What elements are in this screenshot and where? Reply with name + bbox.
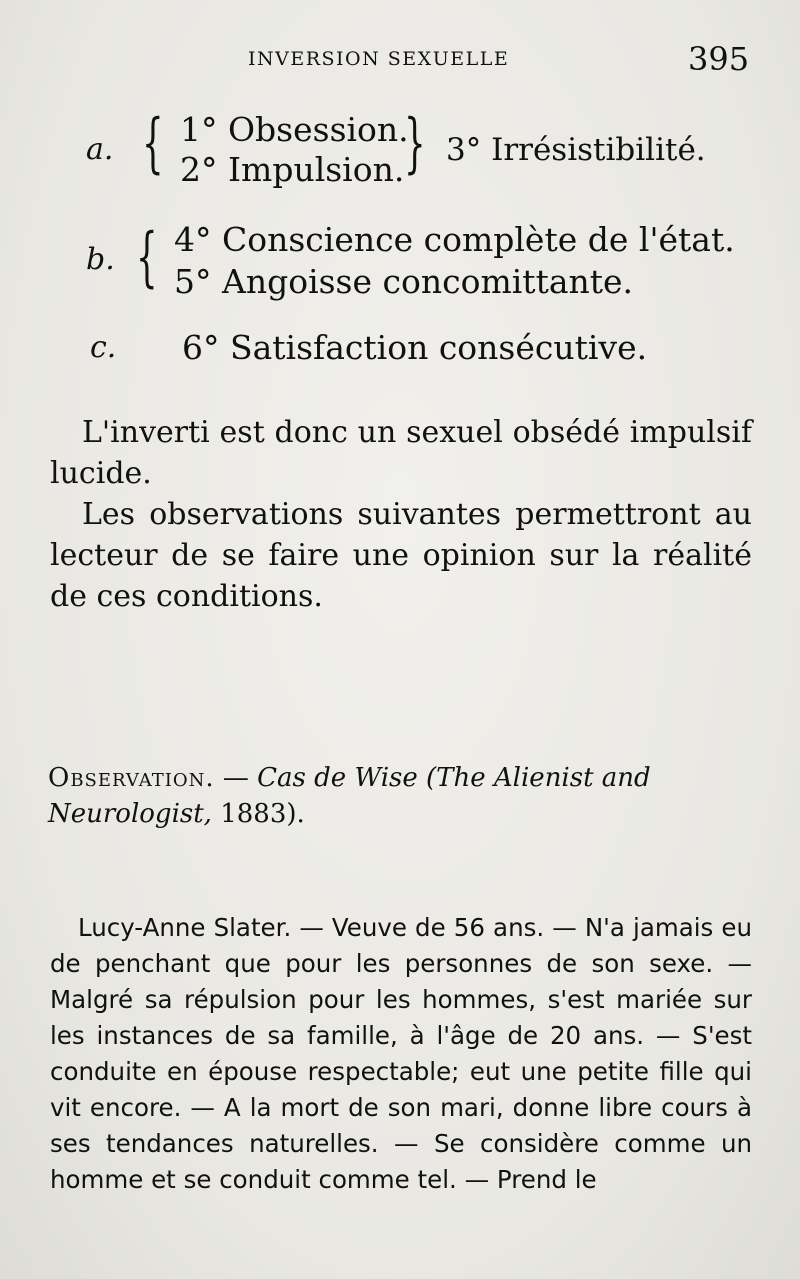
list-item-conscience: 4° Conscience complète de l'état. [174, 220, 735, 259]
case-text: Lucy-Anne Slater. — Veuve de 56 ans. — N'a jamais eu de penchant que pour les personnes de son sexe. — Malgré sa répulsion pour les hommes, s'est mariée sur les instances de sa famille, à l'âge de 20 ans. — S'est conduite en épouse respectable; eut une petite fille qui vit encore. — A la mort de son mari, donne libre cours à ses tendances naturelles. — Se considère comme un homme et se conduit comme tel. — Prend le [50, 913, 752, 1194]
brace-a-left: { [142, 106, 164, 182]
observation-year: 1883). [211, 799, 305, 829]
label-a: a. [86, 132, 114, 167]
observation-dash: — [214, 763, 258, 793]
list-item-angoisse: 5° Angoisse concomittante. [174, 262, 634, 301]
observation-heading [48, 760, 758, 832]
list-item-irresistibilite: 3° Irrésistibilité. [446, 132, 706, 168]
list-item-satisfaction: 6° Satisfaction consécutive. [182, 328, 648, 367]
paragraph-observations: Les observations suivantes permettront au lecteur de se faire une opinion sur la réalité de ces conditions. [50, 497, 752, 614]
paragraph-inverti: L'inverti est donc un sexuel obsédé impulsif lucide. [50, 415, 752, 491]
running-title: INVERSION SEXUELLE [248, 48, 510, 70]
label-c: c. [90, 330, 117, 365]
case-text-block [50, 910, 752, 1198]
page-number: 395 [688, 40, 750, 78]
observation-source: (The Alienist and Neurologist, [48, 763, 651, 829]
list-item-obsession: 1° Obsession. [180, 110, 409, 149]
body-text [50, 412, 752, 617]
list-item-impulsion: 2° Impulsion. [180, 150, 405, 189]
observation-case-title: Cas de Wise [257, 763, 418, 793]
label-b: b. [86, 242, 115, 277]
brace-a-right: } [404, 106, 426, 182]
observation-label: Observation. [48, 763, 215, 793]
brace-b: { [136, 220, 158, 296]
